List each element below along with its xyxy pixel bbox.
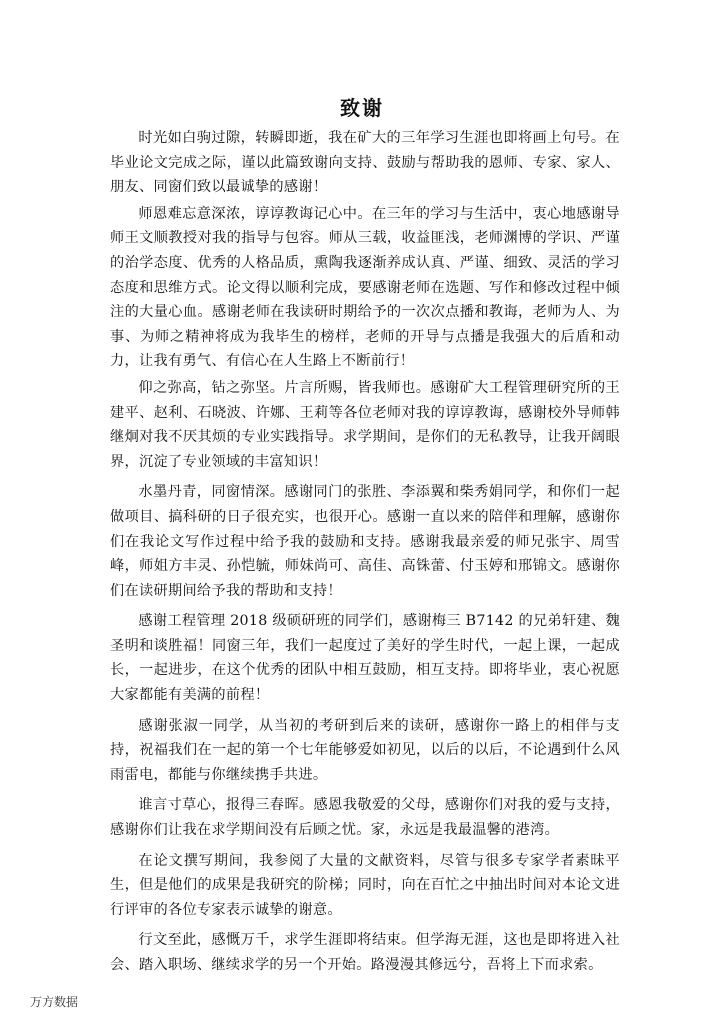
watermark-footer: 万方数据 [30,995,79,1009]
paragraph-7: 谁言寸草心，报得三春晖。感恩我敬爱的父母，感谢你们对我的爱与支持，感谢你们让我在求学期间没有后顾之忧。家，永远是我最温馨的港湾。 [110,797,620,839]
paragraph-1: 时光如白驹过隙，转瞬即逝，我在矿大的三年学习生涯也即将画上句号。在毕业论文完成之际，谨以此篇致谢向支持、鼓励与帮助我的恩师、专家、家人、朋友、同窗们致以最诚挚的感谢！ [110,130,620,196]
paragraph-2: 师恩难忘意深浓，谆谆教诲记心中。在三年的学习与生活中，衷心地感谢导师王文顺教授对我的指导与包容。师从三载，收益匪浅，老师渊博的学识、严谨的治学态度、优秀的人格品质，熏陶我逐渐养成认真、严谨、细致、灵活的学习态度和思维方式。论文得以顺利完成，要感谢老师在选题、写作和修改过程中倾注的大量心血。感谢老师在我读研时期给予的一次次点播和教诲，老师为人、为事、为师之精神将成为我毕生的榜样，老师的开导与点播是我强大的后盾和动力，让我有勇气、有信心在人生路上不断前行！ [110,205,620,370]
paragraph-3: 仰之弥高，钻之弥坚。片言所赐，皆我师也。感谢矿大工程管理研究所的王建平、赵利、石晓波、许娜、王莉等各位老师对我的谆谆教诲，感谢校外导师韩继炯对我不厌其烦的专业实践指导。求学期间，是你们的无私教导，让我开阔眼界，沉淀了专业领域的丰富知识！ [110,379,620,470]
paragraph-5: 感谢工程管理 2018 级硕研班的同学们，感谢梅三 B7142 的兄弟轩建、魏圣明和谈胜福！同窗三年，我们一起度过了美好的学生时代，一起上课，一起成长，一起进步，在这个优秀的团队中相互鼓励，相互支持。即将毕业，衷心祝愿大家都能有美满的前程！ [110,613,620,704]
paragraph-8: 在论文撰写期间，我参阅了大量的文献资料，尽管与很多专家学者素昧平生，但是他们的成果是我研究的阶梯；同时，向在百忙之中抽出时间对本论文进行评审的各位专家表示诚挚的谢意。 [110,852,620,918]
paragraph-6: 感谢张淑一同学，从当初的考研到后来的读研，感谢你一路上的相伴与支持，祝福我们在一起的第一个七年能够爱如初见，以后的以后，不论遇到什么风雨雷电，都能与你继续携手共进。 [110,717,620,783]
acknowledgement-body [110,126,620,978]
page-title: 致谢 [340,96,384,120]
paragraph-4: 水墨丹青，同窗情深。感谢同门的张胜、李添翼和柴秀娟同学，和你们一起做项目、搞科研的日子很充实，也很开心。感谢一直以来的陪伴和理解，感谢你们在我论文写作过程中给予我的鼓励和支持。感谢我最亲爱的师兄张宇、周雪峰，师姐方丰灵、孙恺毓，师妹尚可、高佳、高铢蕾、付玉婷和邢锦文。感谢你们在读研期间给予我的帮助和支持！ [110,484,620,599]
paragraph-9: 行文至此，感慨万千，求学生涯即将结束。但学海无涯，这也是即将进入社会、踏入职场、继续求学的另一个开始。路漫漫其修远兮，吾将上下而求索。 [110,932,620,973]
